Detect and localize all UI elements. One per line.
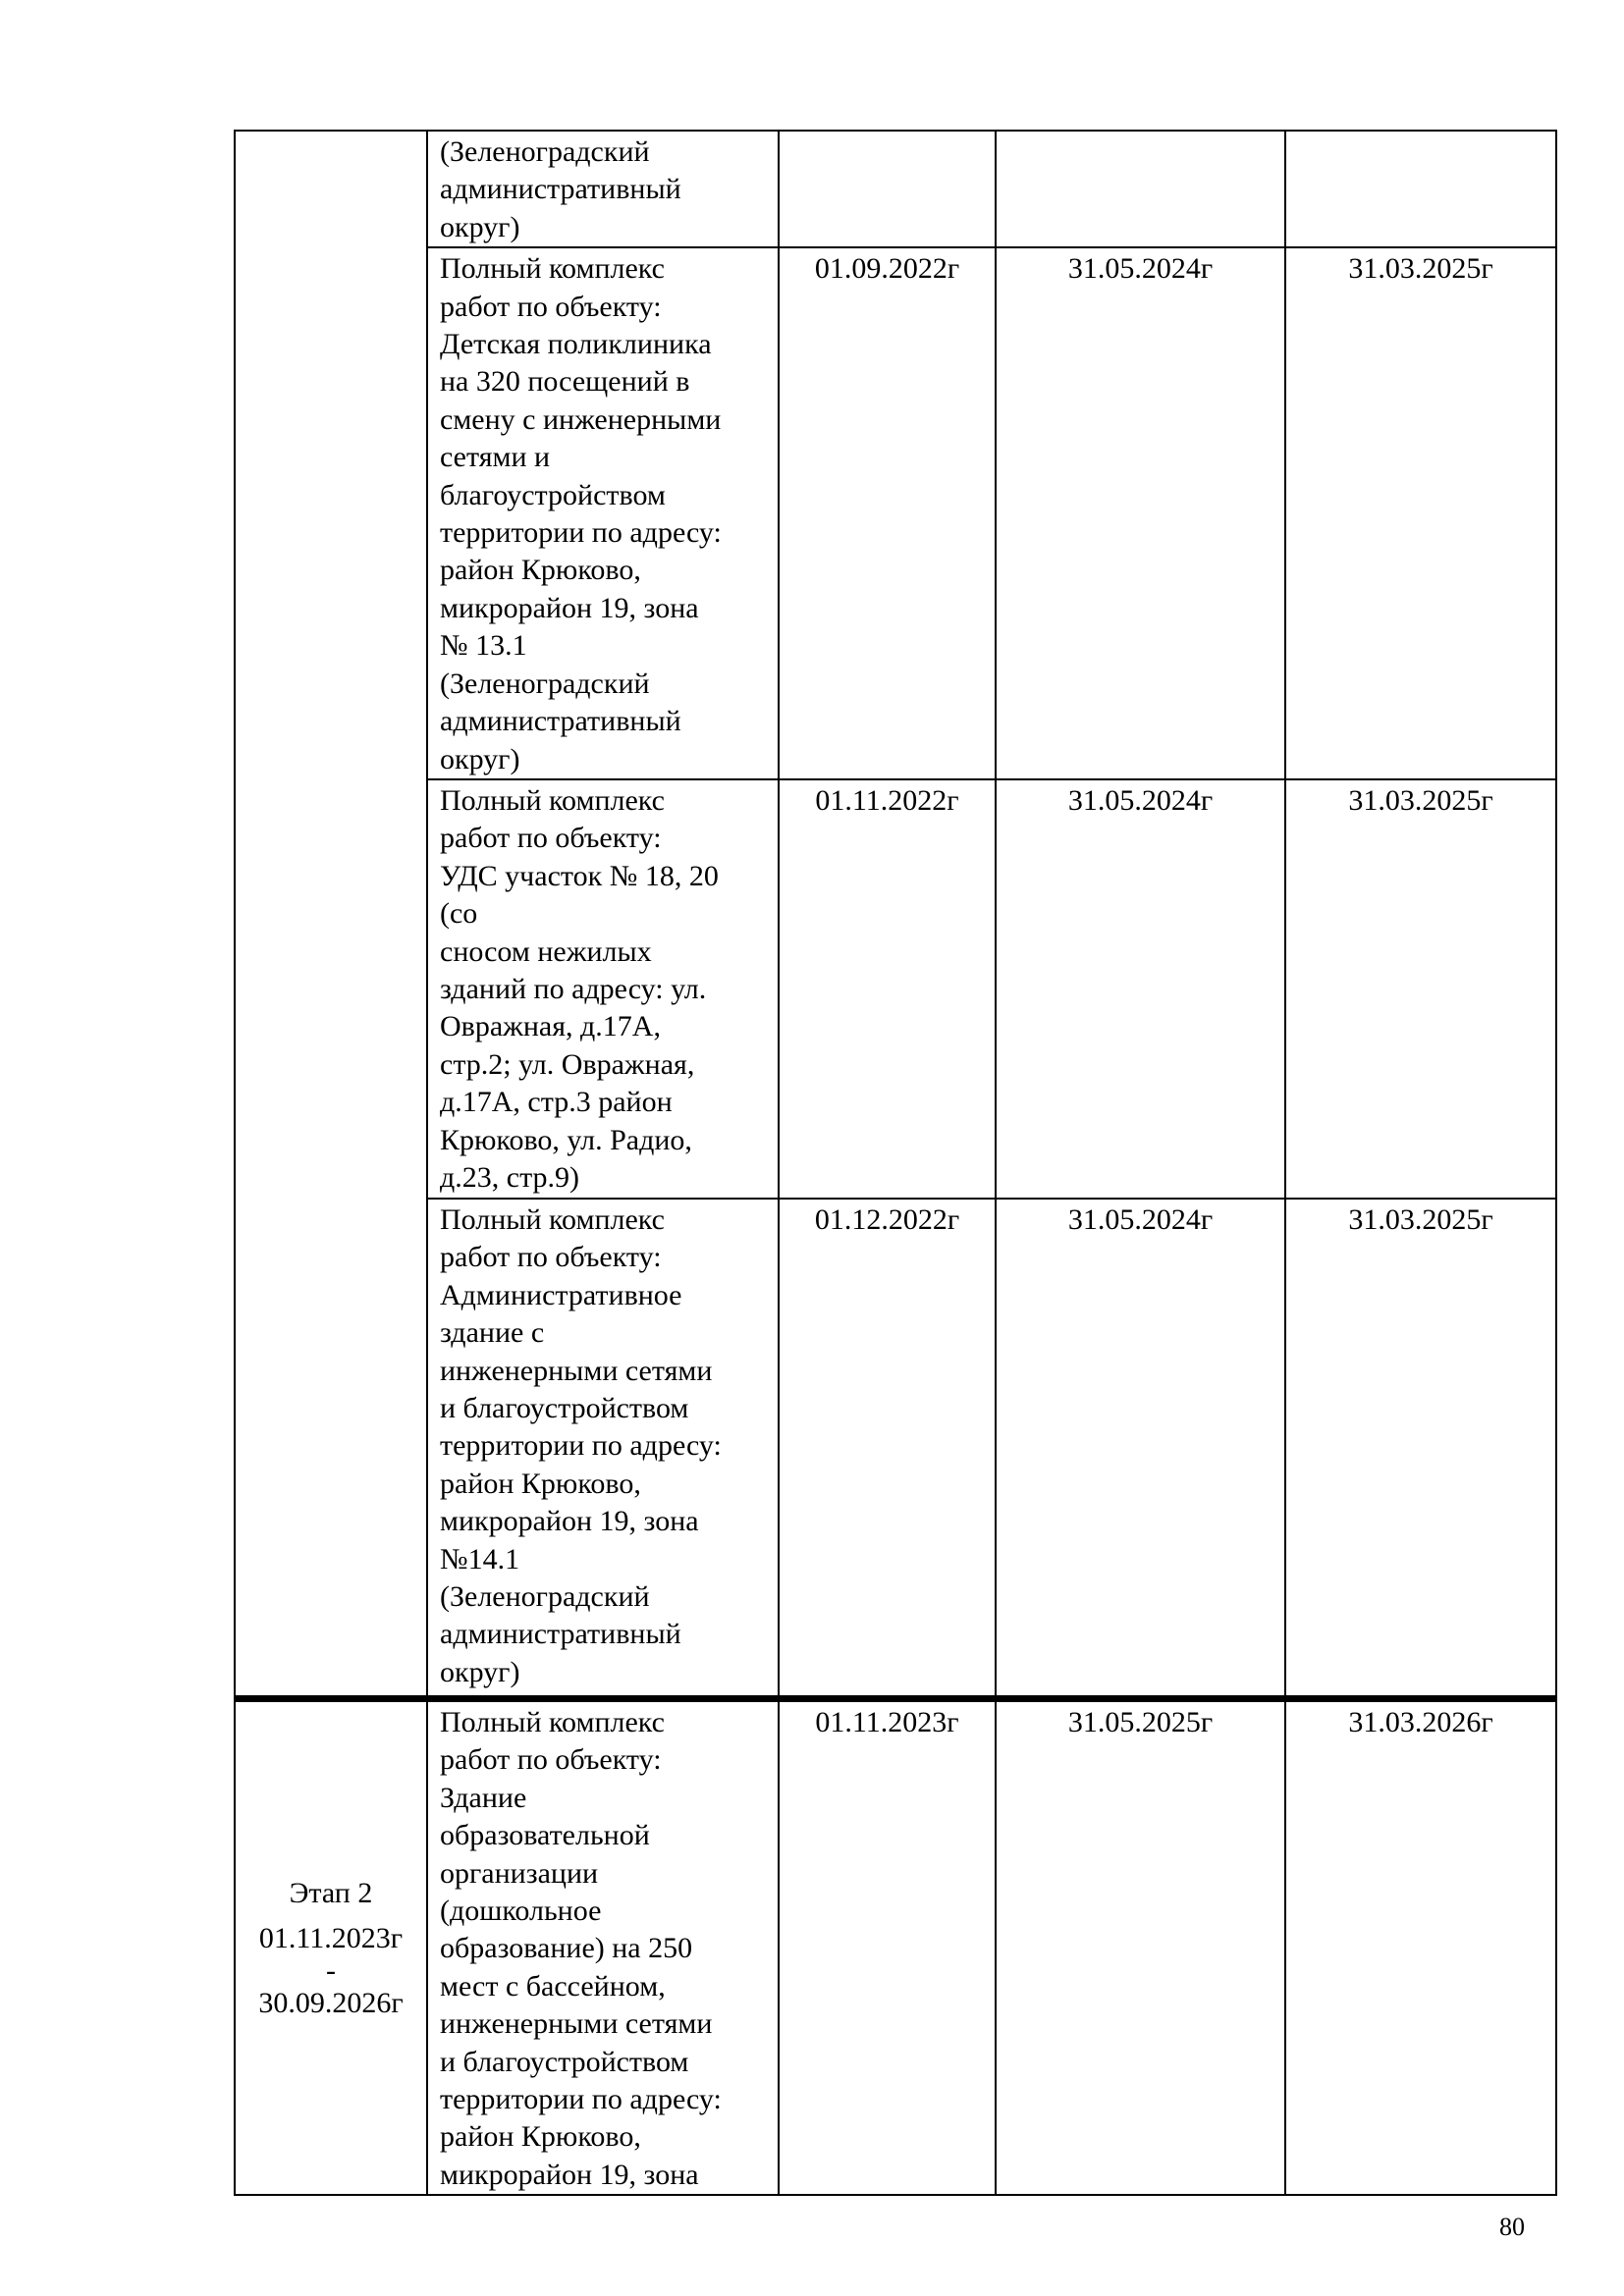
end-work-date-cell: 31.05.2024г	[996, 779, 1285, 1199]
start-date-cell	[779, 131, 996, 247]
end-work-date-cell	[996, 131, 1285, 247]
page-number: 80	[1499, 2213, 1525, 2241]
stage-from-date: 01.11.2023г	[258, 1921, 404, 1954]
schedule-table	[234, 130, 1557, 2196]
end-work-date-cell: 31.05.2024г	[996, 1199, 1285, 1699]
description-cell: Полный комплекс работ по объекту: Детская поликлиника на 320 посещений в смену с инженерными сетями и благоустройством территории по адресу: район Крюково, микрорайон 19, зона № 13.1 (Зеленоградский административный округ)	[427, 247, 779, 779]
end-final-date-cell: 31.03.2025г	[1285, 779, 1556, 1199]
start-date-cell: 01.11.2022г	[779, 779, 996, 1199]
description-cell: Полный комплекс работ по объекту: УДС участок № 18, 20 (со сносом нежилых зданий по адресу: ул. Овражная, д.17А, стр.2; ул. Овражная, д.17А, стр.3 район Крюково, ул. Радио, д.23, стр.9)	[427, 779, 779, 1199]
end-work-date-cell: 31.05.2025г	[996, 1698, 1285, 2195]
description-cell: Полный комплекс работ по объекту: Здание образовательной организации (дошкольное образование) на 250 мест с бассейном, инженерными сетями и благоустройством территории по адресу: район Крюково, микрорайон 19, зона	[427, 1698, 779, 2195]
table-row	[235, 1698, 1556, 2195]
start-date-cell: 01.11.2023г	[779, 1698, 996, 2195]
stage-to-date: 30.09.2026г	[258, 1986, 404, 2019]
start-date-cell: 01.12.2022г	[779, 1199, 996, 1699]
end-final-date-cell	[1285, 131, 1556, 247]
stage-dash: -	[326, 1953, 336, 1987]
stage-cell	[235, 1698, 427, 2195]
table-row	[235, 131, 1556, 247]
table-row	[235, 779, 1556, 1199]
start-date-cell: 01.09.2022г	[779, 247, 996, 779]
table-row	[235, 1199, 1556, 1699]
end-final-date-cell: 31.03.2025г	[1285, 1199, 1556, 1699]
table-row	[235, 247, 1556, 779]
description-cell: Полный комплекс работ по объекту: Административное здание с инженерными сетями и благоустройством территории по адресу: район Крюково, микрорайон 19, зона №14.1 (Зеленоградский административный округ)	[427, 1199, 779, 1699]
end-final-date-cell: 31.03.2026г	[1285, 1698, 1556, 2195]
stage-cell-empty	[235, 131, 427, 1698]
end-final-date-cell: 31.03.2025г	[1285, 247, 1556, 779]
stage-name: Этап 2	[289, 1876, 373, 1909]
description-cell: (Зеленоградский административный округ)	[427, 131, 779, 247]
end-work-date-cell: 31.05.2024г	[996, 247, 1285, 779]
